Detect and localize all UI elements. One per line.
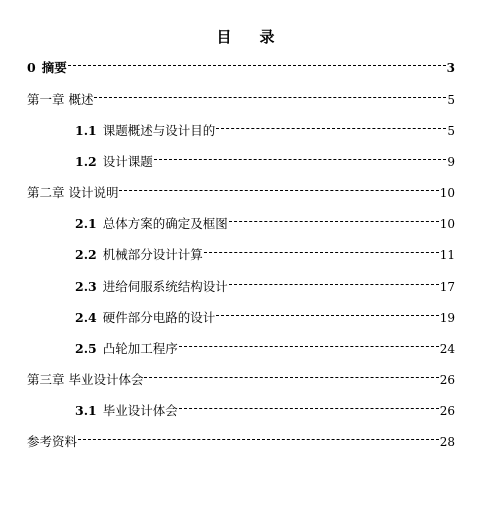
toc-entry-chapter-3[interactable] (27, 372, 455, 388)
toc-entry-1-2[interactable] (75, 154, 455, 170)
toc-entry-page: 10 (439, 186, 455, 200)
toc-entry-text: 第三章 毕业设计体会 (27, 372, 144, 387)
toc-entry-page: 10 (439, 217, 455, 231)
dot-leader (204, 252, 439, 253)
toc-entry-number: 2.3 (75, 279, 97, 294)
dot-leader (94, 97, 446, 98)
dot-leader (119, 190, 438, 191)
toc-entry-number: 3.1 (75, 403, 97, 418)
toc-entry-2-1[interactable] (75, 216, 455, 232)
dot-leader (154, 159, 447, 160)
toc-entry-number: 2.4 (75, 310, 97, 325)
toc-entry-text: 设计课题 (102, 154, 153, 169)
toc-entry-page: 28 (439, 435, 455, 449)
toc-entry-3-1[interactable] (75, 403, 455, 419)
toc-entry-text: 课题概述与设计目的 (102, 123, 216, 138)
toc-entry-page: 26 (439, 373, 455, 387)
toc-entry-number: 2.5 (75, 341, 97, 356)
dot-leader (216, 315, 438, 316)
toc-entry-page: 17 (439, 280, 455, 294)
dot-leader (229, 284, 439, 285)
toc-entry-number: 1.1 (75, 123, 97, 138)
dot-leader (216, 128, 446, 129)
dot-leader (179, 346, 439, 347)
dot-leader (68, 65, 446, 66)
toc-entry-page: 3 (446, 61, 455, 75)
toc-entry-page: 9 (447, 155, 455, 169)
dot-leader (179, 408, 439, 409)
toc-entry-page: 26 (439, 404, 455, 418)
toc-entry-number: 1.2 (75, 154, 97, 169)
toc-entry-number: 2.2 (75, 247, 97, 262)
toc-entry-text: 摘要 (41, 60, 67, 75)
dot-leader (78, 439, 439, 440)
toc-entry-chapter-1[interactable] (27, 92, 455, 108)
toc-entry-page: 5 (447, 93, 455, 107)
toc-entry-text: 硬件部分电路的设计 (102, 310, 216, 325)
toc-title-char-1: 目 (216, 28, 232, 46)
toc-entry-text: 毕业设计体会 (102, 403, 178, 418)
toc-entry-references[interactable] (27, 434, 455, 450)
toc-entry-text: 第二章 设计说明 (27, 185, 119, 200)
toc-entry-2-5[interactable] (75, 341, 455, 357)
dot-leader (229, 221, 439, 222)
toc-entry-page: 11 (439, 248, 455, 262)
toc-entry-chapter-2[interactable] (27, 185, 455, 201)
toc-entry-number: 0 (27, 60, 36, 75)
toc-entry-1-1[interactable] (75, 123, 455, 139)
dot-leader (144, 377, 438, 378)
toc-entry-text: 进给伺服系统结构设计 (102, 279, 228, 294)
toc-entry-number: 2.1 (75, 216, 97, 231)
toc-entry-2-4[interactable] (75, 310, 455, 326)
toc-entry-text: 第一章 概述 (27, 92, 94, 107)
toc-entry-text: 参考资料 (27, 434, 78, 449)
toc-entry-page: 24 (439, 342, 455, 356)
toc-entry-abstract[interactable] (27, 60, 455, 76)
toc-title-char-2: 录 (259, 28, 275, 46)
toc-entry-text: 机械部分设计计算 (102, 247, 203, 262)
toc-entry-text: 总体方案的确定及框图 (102, 216, 228, 231)
toc-entry-2-3[interactable] (75, 279, 455, 295)
toc-entry-page: 19 (439, 311, 455, 325)
toc-entry-text: 凸轮加工程序 (102, 341, 178, 356)
toc-entry-page: 5 (447, 124, 455, 138)
toc-entry-2-2[interactable] (75, 247, 455, 263)
